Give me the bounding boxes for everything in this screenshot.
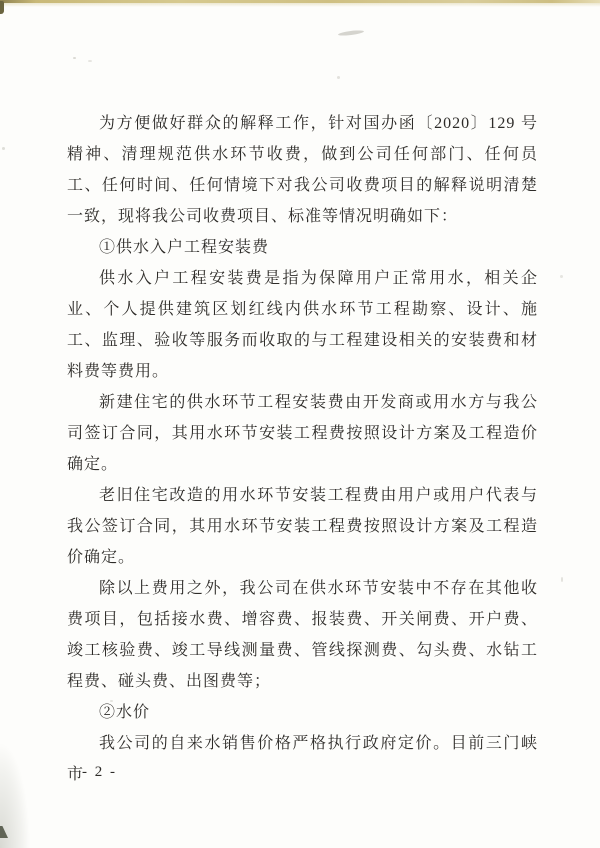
section-1-heading: ①供水入户工程安装费	[99, 239, 270, 256]
section-1-no-other-fees-paragraph: 除以上费用之外，我公司在供水环节安装中不存在其他收费项目，包括接水费、增容费、报装费、开关闸费、开户费、竣工核验费、竣工导线测量费、管线探测费、勾头费、水钻工程费、碰头费、出图费等；	[67, 580, 538, 690]
page-number: - 2 -	[82, 764, 117, 780]
section-2-body-paragraph: 我公司的自来水销售价格严格执行政府定价。目前三门峡市	[67, 735, 538, 783]
scan-corner-mark	[0, 826, 8, 838]
scan-notch-top-left	[0, 1, 4, 14]
section-1-old-housing-paragraph: 老旧住宅改造的用水环节安装工程费由用户或用户代表与我公签订合同，其用水环节安装工程费按照设计方案及工程造价确定。	[67, 487, 538, 566]
intro-paragraph: 为方便做好群众的解释工作，针对国办函〔2020〕129 号精神、清理规范供水环节收费，做到公司任何部门、任何员工、任何时间、任何情境下对我公司收费项目的解释说明清楚一致，现将我公司收费项目、标准等情况明确如下：	[67, 115, 538, 225]
section-1-new-housing-paragraph: 新建住宅的供水环节工程安装费由开发商或用水方与我公司签订合同，其用水环节安装工程费按照设计方案及工程造价确定。	[67, 394, 538, 473]
scan-speck	[88, 60, 92, 62]
scan-smudge	[338, 29, 364, 36]
scan-speck	[560, 275, 563, 278]
scan-speck	[561, 577, 563, 582]
scan-speck	[2, 147, 5, 150]
scan-edge-top-fade	[0, 3, 600, 7]
section-1-definition-paragraph: 供水入户工程安装费是指为保障用户正常用水，相关企业、个人提供建筑区划红线内供水环节工程勘察、设计、施工、监理、验收等服务而收取的与工程建设相关的安装费和材料费等费用。	[67, 270, 538, 380]
document-body	[67, 108, 538, 790]
scan-speck	[73, 57, 76, 59]
scan-speck	[337, 76, 340, 79]
scan-shadow-bottom-left	[0, 698, 46, 848]
section-2-heading: ②水价	[99, 704, 151, 721]
